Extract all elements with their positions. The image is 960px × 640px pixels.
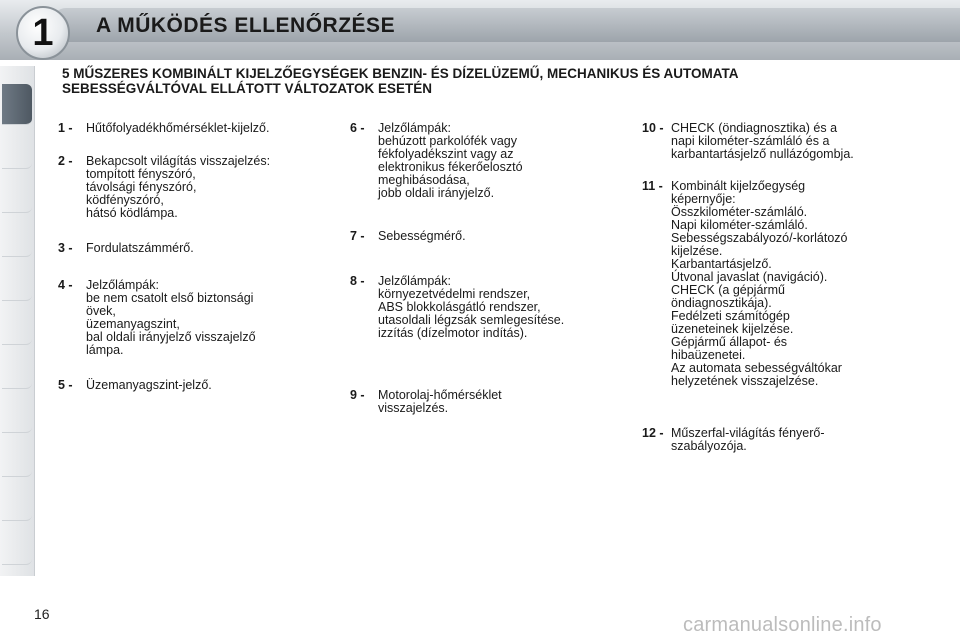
chapter-tab-4[interactable] [2, 216, 32, 257]
chapter-tab-6[interactable] [2, 304, 32, 345]
chapter-title: A MŰKÖDÉS ELLENŐRZÉSE [96, 14, 396, 37]
legend-number: 6 - [350, 121, 365, 135]
legend-text: Sebességmérő. [378, 229, 466, 243]
watermark: carmanualsonline.info [683, 614, 882, 636]
legend-number: 4 - [58, 278, 73, 292]
legend-text: Jelzőlámpák: be nem csatolt első biztonsági övek, üzemanyagszint, bal oldali irányjelző visszajelző lámpa. [86, 278, 256, 357]
legend-text: Műszerfal-világítás fényerő- szabályozója. [671, 426, 825, 453]
legend-number: 5 - [58, 378, 73, 392]
chapter-tab-1[interactable] [2, 84, 32, 125]
chapter-tab-10[interactable] [2, 480, 32, 521]
legend-number: 12 - [642, 426, 664, 440]
legend-text: Hűtőfolyadékhőmérséklet-kijelző. [86, 121, 270, 135]
legend-text: Motorolaj-hőmérséklet visszajelzés. [378, 388, 502, 415]
chapter-header [0, 0, 960, 60]
legend-text: Üzemanyagszint-jelző. [86, 378, 212, 392]
chapter-tab-2[interactable] [2, 128, 32, 169]
legend-number: 8 - [350, 274, 365, 288]
legend-text: Jelzőlámpák: környezetvédelmi rendszer, ABS blokkolásgátló rendszer, utasoldali légzsák semlegesítése. izzítás (dízelmotor indítás). [378, 274, 565, 340]
legend-number: 10 - [642, 121, 664, 135]
chapter-tab-9[interactable] [2, 436, 32, 477]
legend-text: Kombinált kijelzőegység képernyője: Összkilométer-számláló. Napi kilométer-számláló. Sebességszabályozó/-korlátozó kijelzése. Karbantartásjelző. Útvonal javaslat (navigáció). CHECK (a gépjármű öndiagnosztikája). Fedélzeti számítógép üzeneteinek kijelzése. Gépjármű állapot- és hibaüzenetei. Az automata sebességváltókar helyzetének visszajelzése. [671, 179, 848, 388]
chapter-tab-11[interactable] [2, 524, 32, 565]
section-title: 5 MŰSZERES KOMBINÁLT KIJELZŐEGYSÉGEK BENZIN- ÉS DÍZELÜZEMŰ, MECHANIKUS ÉS AUTOMATA SEBESSÉGVÁLTÓVAL ELLÁTOTT VÁLTOZATOK ESETÉN [62, 66, 739, 96]
chapter-tab-3[interactable] [2, 172, 32, 213]
chapter-number-badge: 1 [16, 6, 70, 60]
legend-text: Fordulatszámmérő. [86, 241, 194, 255]
legend-number: 1 - [58, 121, 73, 135]
legend-number: 2 - [58, 154, 73, 168]
legend-number: 11 - [642, 179, 663, 193]
legend-text: Bekapcsolt világítás visszajelzés: tompított fényszóró, távolsági fényszóró, ködfényszóró, hátsó ködlámpa. [86, 154, 271, 220]
legend-number: 7 - [350, 229, 365, 243]
legend-text: Jelzőlámpák: behúzott parkolófék vagy fékfolyadékszint vagy az elektronikus fékerőelosztó meghibásodása, jobb oldali irányjelző. [378, 121, 523, 200]
legend-number: 3 - [58, 241, 73, 255]
legend-text: CHECK (öndiagnosztika) és a napi kilométer-számláló és a karbantartásjelző nullázógombja. [671, 121, 854, 161]
legend-number: 9 - [350, 388, 365, 402]
chapter-tab-5[interactable] [2, 260, 32, 301]
chapter-tab-8[interactable] [2, 392, 32, 433]
chapter-tab-7[interactable] [2, 348, 32, 389]
chapter-tabs [0, 66, 35, 576]
page-number: 16 [34, 606, 50, 622]
